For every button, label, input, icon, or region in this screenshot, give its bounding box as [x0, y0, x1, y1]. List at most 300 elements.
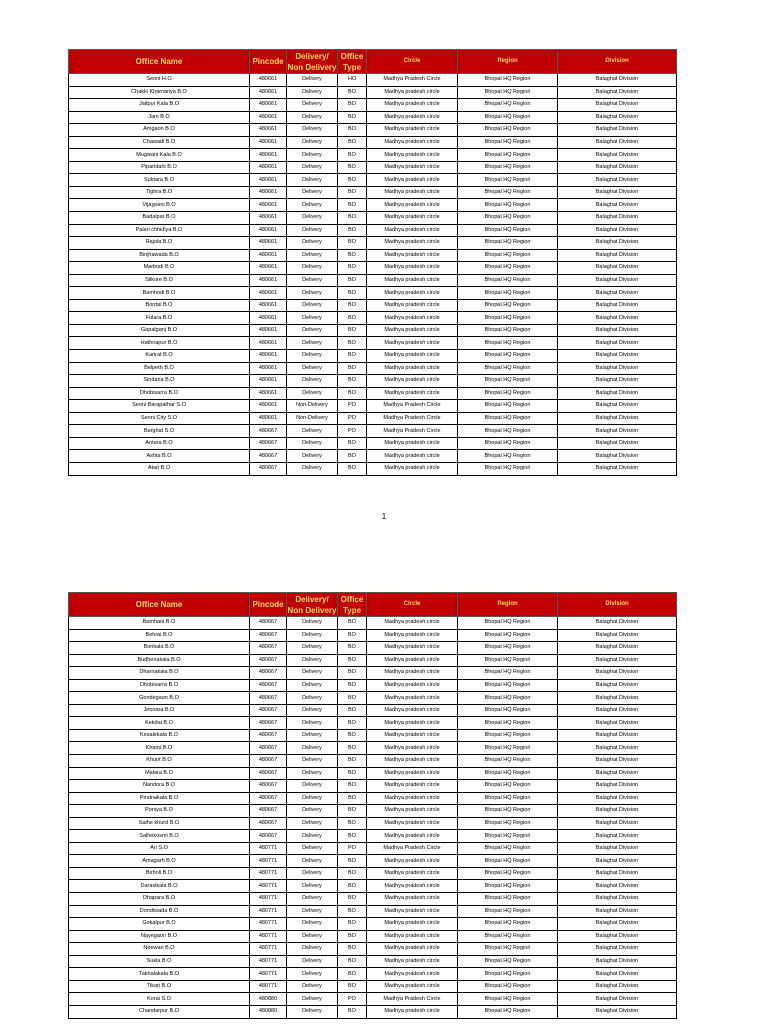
circle-cell: Madhya pradesh circle — [367, 262, 458, 275]
office-name-cell: Binjhawada B.O — [69, 249, 250, 262]
circle-cell: Madhya pradesh circle — [367, 299, 458, 312]
region-cell: Bhopal HQ Region — [458, 654, 558, 667]
region-cell: Bhopal HQ Region — [458, 880, 558, 893]
office-type-cell: BO — [338, 212, 367, 225]
division-cell: Balaghat Division — [558, 262, 677, 275]
office-name-cell: Chakki Khamariya B.O — [69, 86, 250, 99]
pincode-cell: 480667 — [250, 654, 287, 667]
office-type-cell: PO — [338, 842, 367, 855]
office-type-cell: PO — [338, 425, 367, 438]
office-type-cell: BO — [338, 918, 367, 931]
division-cell: Balaghat Division — [558, 642, 677, 655]
table-row — [69, 111, 677, 124]
pincode-cell: 480771 — [250, 905, 287, 918]
circle-cell: Madhya Pradesh Circle — [367, 400, 458, 413]
table-row — [69, 654, 677, 667]
delivery-cell: Delivery — [287, 99, 338, 112]
region-cell: Bhopal HQ Region — [458, 312, 558, 325]
office-type-cell: BO — [338, 755, 367, 768]
office-name-cell: Gondegaon B.O — [69, 692, 250, 705]
header-delivery-line2: Non Delivery — [287, 605, 337, 615]
office-type-cell: BO — [338, 704, 367, 717]
office-name-cell: Karirat B.O — [69, 350, 250, 363]
circle-cell: Madhya pradesh circle — [367, 86, 458, 99]
pincode-cell: 480661 — [250, 237, 287, 250]
pincode-cell: 480667 — [250, 667, 287, 680]
office-name-cell: Gopalganj B.O — [69, 324, 250, 337]
division-cell: Balaghat Division — [558, 943, 677, 956]
delivery-cell: Delivery — [287, 943, 338, 956]
region-cell: Bhopal HQ Region — [458, 729, 558, 742]
region-cell: Bhopal HQ Region — [458, 805, 558, 818]
pincode-cell: 480667 — [250, 462, 287, 475]
division-cell: Balaghat Division — [558, 742, 677, 755]
header-office-name: Office Name — [69, 593, 250, 617]
table-row — [69, 717, 677, 730]
office-name-cell: Jam B.O — [69, 111, 250, 124]
pincode-cell: 480661 — [250, 161, 287, 174]
circle-cell: Madhya pradesh circle — [367, 617, 458, 630]
office-type-cell: BO — [338, 274, 367, 287]
region-cell: Bhopal HQ Region — [458, 667, 558, 680]
office-type-cell: BO — [338, 199, 367, 212]
table-row — [69, 993, 677, 1006]
table-row — [69, 880, 677, 893]
region-cell: Bhopal HQ Region — [458, 767, 558, 780]
table-row — [69, 199, 677, 212]
table-row — [69, 855, 677, 868]
division-cell: Balaghat Division — [558, 893, 677, 906]
office-name-cell: Neewari B.O — [69, 943, 250, 956]
office-type-cell: BO — [338, 161, 367, 174]
division-cell: Balaghat Division — [558, 654, 677, 667]
table-row — [69, 1005, 677, 1018]
pincode-cell: 480661 — [250, 287, 287, 300]
delivery-cell: Delivery — [287, 86, 338, 99]
region-cell: Bhopal HQ Region — [458, 400, 558, 413]
circle-cell: Madhya pradesh circle — [367, 905, 458, 918]
region-cell: Bhopal HQ Region — [458, 918, 558, 931]
circle-cell: Madhya pradesh circle — [367, 249, 458, 262]
pincode-cell: 480661 — [250, 212, 287, 225]
office-name-cell: Dhobisarra B.O — [69, 387, 250, 400]
office-name-cell: Atari B.O — [69, 462, 250, 475]
delivery-cell: Delivery — [287, 237, 338, 250]
pincode-cell: 480661 — [250, 350, 287, 363]
office-type-cell: BO — [338, 262, 367, 275]
header-division: Division — [558, 593, 677, 617]
office-name-cell: Budhenakala B.O — [69, 654, 250, 667]
region-cell: Bhopal HQ Region — [458, 993, 558, 1006]
office-type-cell: BO — [338, 943, 367, 956]
division-cell: Balaghat Division — [558, 312, 677, 325]
pincode-cell: 480771 — [250, 867, 287, 880]
office-name-cell: Fulara B.O — [69, 312, 250, 325]
region-cell: Bhopal HQ Region — [458, 362, 558, 375]
delivery-cell: Delivery — [287, 893, 338, 906]
office-name-cell: Hathnapur B.O — [69, 337, 250, 350]
table-row — [69, 450, 677, 463]
pincode-cell: 480667 — [250, 692, 287, 705]
pincode-cell: 480667 — [250, 817, 287, 830]
office-name-cell: Nayegaon B.O — [69, 930, 250, 943]
office-name-cell: Tikari B.O — [69, 980, 250, 993]
division-cell: Balaghat Division — [558, 149, 677, 162]
pincode-cell: 480667 — [250, 729, 287, 742]
table-row — [69, 617, 677, 630]
circle-cell: Madhya pradesh circle — [367, 955, 458, 968]
delivery-cell: Delivery — [287, 149, 338, 162]
delivery-cell: Delivery — [287, 780, 338, 793]
circle-cell: Madhya pradesh circle — [367, 943, 458, 956]
table-row — [69, 312, 677, 325]
table-body — [69, 617, 677, 1019]
office-type-cell: BO — [338, 450, 367, 463]
table-body — [69, 74, 677, 476]
office-name-cell: Khami B.O — [69, 742, 250, 755]
region-cell: Bhopal HQ Region — [458, 943, 558, 956]
table-row — [69, 287, 677, 300]
header-row — [69, 593, 677, 617]
table-row — [69, 729, 677, 742]
table-row — [69, 742, 677, 755]
circle-cell: Madhya pradesh circle — [367, 337, 458, 350]
table-row — [69, 249, 677, 262]
circle-cell: Madhya pradesh circle — [367, 679, 458, 692]
circle-cell: Madhya pradesh circle — [367, 124, 458, 137]
office-type-cell: BO — [338, 387, 367, 400]
delivery-cell: Delivery — [287, 337, 338, 350]
circle-cell: Madhya pradesh circle — [367, 867, 458, 880]
pincode-cell: 480771 — [250, 930, 287, 943]
table-row — [69, 792, 677, 805]
region-cell: Bhopal HQ Region — [458, 174, 558, 187]
header-office-type-line1: Office — [340, 594, 364, 604]
table-row — [69, 262, 677, 275]
circle-cell: Madhya pradesh circle — [367, 212, 458, 225]
division-cell: Balaghat Division — [558, 450, 677, 463]
division-cell: Balaghat Division — [558, 74, 677, 87]
delivery-cell: Delivery — [287, 350, 338, 363]
delivery-cell: Delivery — [287, 918, 338, 931]
table-row — [69, 842, 677, 855]
page-2-table-block — [68, 592, 676, 1019]
region-cell: Bhopal HQ Region — [458, 412, 558, 425]
delivery-cell: Delivery — [287, 362, 338, 375]
division-cell: Balaghat Division — [558, 161, 677, 174]
division-cell: Balaghat Division — [558, 136, 677, 149]
circle-cell: Madhya pradesh circle — [367, 717, 458, 730]
pincode-cell: 480661 — [250, 124, 287, 137]
delivery-cell: Delivery — [287, 755, 338, 768]
region-cell: Bhopal HQ Region — [458, 237, 558, 250]
region-cell: Bhopal HQ Region — [458, 817, 558, 830]
pincode-cell: 480661 — [250, 262, 287, 275]
delivery-cell: Delivery — [287, 299, 338, 312]
header-region: Region — [458, 50, 558, 74]
office-type-cell: BO — [338, 817, 367, 830]
region-cell: Bhopal HQ Region — [458, 111, 558, 124]
office-type-cell: BO — [338, 237, 367, 250]
delivery-cell: Non-Delivery — [287, 412, 338, 425]
office-type-cell: BO — [338, 324, 367, 337]
office-type-cell: BO — [338, 617, 367, 630]
delivery-cell: Delivery — [287, 425, 338, 438]
office-type-cell: BO — [338, 980, 367, 993]
office-name-cell: Takhalakala B.O — [69, 968, 250, 981]
circle-cell: Madhya pradesh circle — [367, 742, 458, 755]
circle-cell: Madhya pradesh circle — [367, 149, 458, 162]
office-name-cell: Borikala B.O — [69, 642, 250, 655]
circle-cell: Madhya pradesh circle — [367, 387, 458, 400]
office-type-cell: BO — [338, 767, 367, 780]
header-delivery — [287, 593, 338, 617]
office-name-cell: Seoni City S.O — [69, 412, 250, 425]
office-type-cell: BO — [338, 780, 367, 793]
region-cell: Bhopal HQ Region — [458, 462, 558, 475]
office-type-cell: BO — [338, 86, 367, 99]
circle-cell: Madhya pradesh circle — [367, 968, 458, 981]
office-type-cell: BO — [338, 905, 367, 918]
division-cell: Balaghat Division — [558, 780, 677, 793]
circle-cell: Madhya pradesh circle — [367, 893, 458, 906]
office-type-cell: BO — [338, 968, 367, 981]
table-row — [69, 350, 677, 363]
pincode-cell: 480667 — [250, 617, 287, 630]
delivery-cell: Delivery — [287, 224, 338, 237]
region-cell: Bhopal HQ Region — [458, 930, 558, 943]
pincode-cell: 480667 — [250, 629, 287, 642]
pincode-cell: 480661 — [250, 111, 287, 124]
circle-cell: Madhya pradesh circle — [367, 817, 458, 830]
table-row — [69, 905, 677, 918]
office-name-cell: Darasikala B.O — [69, 880, 250, 893]
circle-cell: Madhya pradesh circle — [367, 362, 458, 375]
region-cell: Bhopal HQ Region — [458, 375, 558, 388]
table-row — [69, 667, 677, 680]
region-cell: Bhopal HQ Region — [458, 74, 558, 87]
region-cell: Bhopal HQ Region — [458, 186, 558, 199]
division-cell: Balaghat Division — [558, 667, 677, 680]
office-type-cell: BO — [338, 462, 367, 475]
page-number: 1 — [381, 512, 387, 521]
delivery-cell: Delivery — [287, 136, 338, 149]
delivery-cell: Delivery — [287, 692, 338, 705]
pincode-cell: 480661 — [250, 400, 287, 413]
delivery-cell: Delivery — [287, 968, 338, 981]
division-cell: Balaghat Division — [558, 830, 677, 843]
pincode-cell: 480661 — [250, 224, 287, 237]
delivery-cell: Delivery — [287, 905, 338, 918]
circle-cell: Madhya pradesh circle — [367, 450, 458, 463]
circle-cell: Madhya Pradesh Circle — [367, 74, 458, 87]
delivery-cell: Non-Delivery — [287, 400, 338, 413]
table-row — [69, 930, 677, 943]
pincode-cell: 480661 — [250, 274, 287, 287]
table-row — [69, 943, 677, 956]
table-row — [69, 955, 677, 968]
page-1-table-block — [68, 49, 676, 476]
office-type-cell: BO — [338, 893, 367, 906]
pincode-cell: 480771 — [250, 955, 287, 968]
office-name-cell: Piparidahi B.O — [69, 161, 250, 174]
pincode-cell: 480661 — [250, 174, 287, 187]
delivery-cell: Delivery — [287, 679, 338, 692]
office-type-cell: BO — [338, 867, 367, 880]
circle-cell: Madhya pradesh circle — [367, 780, 458, 793]
office-type-cell: BO — [338, 149, 367, 162]
office-name-cell: Salhe khurd B.O — [69, 817, 250, 830]
table-row — [69, 692, 677, 705]
division-cell: Balaghat Division — [558, 968, 677, 981]
pincode-cell: 480771 — [250, 980, 287, 993]
office-type-cell: BO — [338, 880, 367, 893]
table-row — [69, 375, 677, 388]
header-division: Division — [558, 50, 677, 74]
region-cell: Bhopal HQ Region — [458, 717, 558, 730]
region-cell: Bhopal HQ Region — [458, 86, 558, 99]
pincode-cell: 480661 — [250, 362, 287, 375]
delivery-cell: Delivery — [287, 1005, 338, 1018]
table-row — [69, 679, 677, 692]
office-type-cell: BO — [338, 642, 367, 655]
region-cell: Bhopal HQ Region — [458, 299, 558, 312]
table-row — [69, 767, 677, 780]
office-name-cell: Salhekosmi B.O — [69, 830, 250, 843]
pincode-cell: 480661 — [250, 249, 287, 262]
division-cell: Balaghat Division — [558, 350, 677, 363]
division-cell: Balaghat Division — [558, 867, 677, 880]
delivery-cell: Delivery — [287, 729, 338, 742]
pincode-cell: 480661 — [250, 136, 287, 149]
division-cell: Balaghat Division — [558, 717, 677, 730]
delivery-cell: Delivery — [287, 842, 338, 855]
delivery-cell: Delivery — [287, 174, 338, 187]
table-row — [69, 299, 677, 312]
pincode-cell: 480667 — [250, 780, 287, 793]
office-name-cell: Bamhani B.O — [69, 617, 250, 630]
region-cell: Bhopal HQ Region — [458, 274, 558, 287]
office-type-cell: PO — [338, 993, 367, 1006]
office-name-cell: Poniya B.O — [69, 805, 250, 818]
office-name-cell: Dhapara B.O — [69, 893, 250, 906]
office-type-cell: BO — [338, 717, 367, 730]
division-cell: Balaghat Division — [558, 375, 677, 388]
circle-cell: Madhya Pradesh Circle — [367, 412, 458, 425]
delivery-cell: Delivery — [287, 792, 338, 805]
header-delivery-line1: Delivery/ — [295, 594, 329, 604]
office-name-cell: Badalpar B.O — [69, 212, 250, 225]
office-type-cell: BO — [338, 124, 367, 137]
division-cell: Balaghat Division — [558, 425, 677, 438]
office-name-cell: Silkore B.O — [69, 274, 250, 287]
office-type-cell: PO — [338, 400, 367, 413]
delivery-cell: Delivery — [287, 262, 338, 275]
division-cell: Balaghat Division — [558, 362, 677, 375]
circle-cell: Madhya pradesh circle — [367, 437, 458, 450]
division-cell: Balaghat Division — [558, 993, 677, 1006]
pincode-cell: 480771 — [250, 893, 287, 906]
delivery-cell: Delivery — [287, 667, 338, 680]
pincode-cell: 480880 — [250, 993, 287, 1006]
office-name-cell: Amgaon B.O — [69, 124, 250, 137]
table-row — [69, 817, 677, 830]
header-region: Region — [458, 593, 558, 617]
header-office-type — [338, 50, 367, 74]
delivery-cell: Delivery — [287, 993, 338, 1006]
office-name-cell: Korai S.O — [69, 993, 250, 1006]
region-cell: Bhopal HQ Region — [458, 968, 558, 981]
delivery-cell: Delivery — [287, 124, 338, 137]
delivery-cell: Delivery — [287, 629, 338, 642]
office-type-cell: BO — [338, 955, 367, 968]
table-row — [69, 462, 677, 475]
pincode-cell: 480661 — [250, 86, 287, 99]
delivery-cell: Delivery — [287, 312, 338, 325]
table-row — [69, 274, 677, 287]
office-type-cell: BO — [338, 186, 367, 199]
table-row — [69, 437, 677, 450]
division-cell: Balaghat Division — [558, 412, 677, 425]
circle-cell: Madhya pradesh circle — [367, 980, 458, 993]
circle-cell: Madhya pradesh circle — [367, 312, 458, 325]
table-row — [69, 755, 677, 768]
circle-cell: Madhya pradesh circle — [367, 654, 458, 667]
circle-cell: Madhya pradesh circle — [367, 755, 458, 768]
division-cell: Balaghat Division — [558, 692, 677, 705]
office-name-cell: Antara B.O — [69, 437, 250, 450]
header-circle: Circle — [367, 593, 458, 617]
region-cell: Bhopal HQ Region — [458, 337, 558, 350]
division-cell: Balaghat Division — [558, 617, 677, 630]
table-row — [69, 704, 677, 717]
pincode-cell: 480771 — [250, 943, 287, 956]
circle-cell: Madhya pradesh circle — [367, 880, 458, 893]
office-name-cell: Bordai B.O — [69, 299, 250, 312]
office-name-cell: Mugwani Kala B.O — [69, 149, 250, 162]
pincode-cell: 480667 — [250, 805, 287, 818]
circle-cell: Madhya pradesh circle — [367, 375, 458, 388]
circle-cell: Madhya pradesh circle — [367, 830, 458, 843]
region-cell: Bhopal HQ Region — [458, 742, 558, 755]
circle-cell: Madhya pradesh circle — [367, 274, 458, 287]
table-row — [69, 830, 677, 843]
pincode-cell: 480667 — [250, 450, 287, 463]
office-type-cell: BO — [338, 930, 367, 943]
pincode-cell: 480661 — [250, 324, 287, 337]
delivery-cell: Delivery — [287, 111, 338, 124]
header-office-type — [338, 593, 367, 617]
office-type-cell: BO — [338, 692, 367, 705]
pincode-cell: 480771 — [250, 968, 287, 981]
office-name-cell: Barghat S.O — [69, 425, 250, 438]
table-row — [69, 425, 677, 438]
delivery-cell: Delivery — [287, 704, 338, 717]
region-cell: Bhopal HQ Region — [458, 324, 558, 337]
division-cell: Balaghat Division — [558, 237, 677, 250]
pincode-cell: 480771 — [250, 918, 287, 931]
table-row — [69, 212, 677, 225]
office-name-cell: Seoni H.O — [69, 74, 250, 87]
division-cell: Balaghat Division — [558, 817, 677, 830]
header-pincode: Pincode — [250, 593, 287, 617]
pincode-cell: 480771 — [250, 880, 287, 893]
delivery-cell: Delivery — [287, 199, 338, 212]
delivery-cell: Delivery — [287, 955, 338, 968]
pincode-cell: 480667 — [250, 425, 287, 438]
pincode-cell: 480661 — [250, 299, 287, 312]
region-cell: Bhopal HQ Region — [458, 867, 558, 880]
